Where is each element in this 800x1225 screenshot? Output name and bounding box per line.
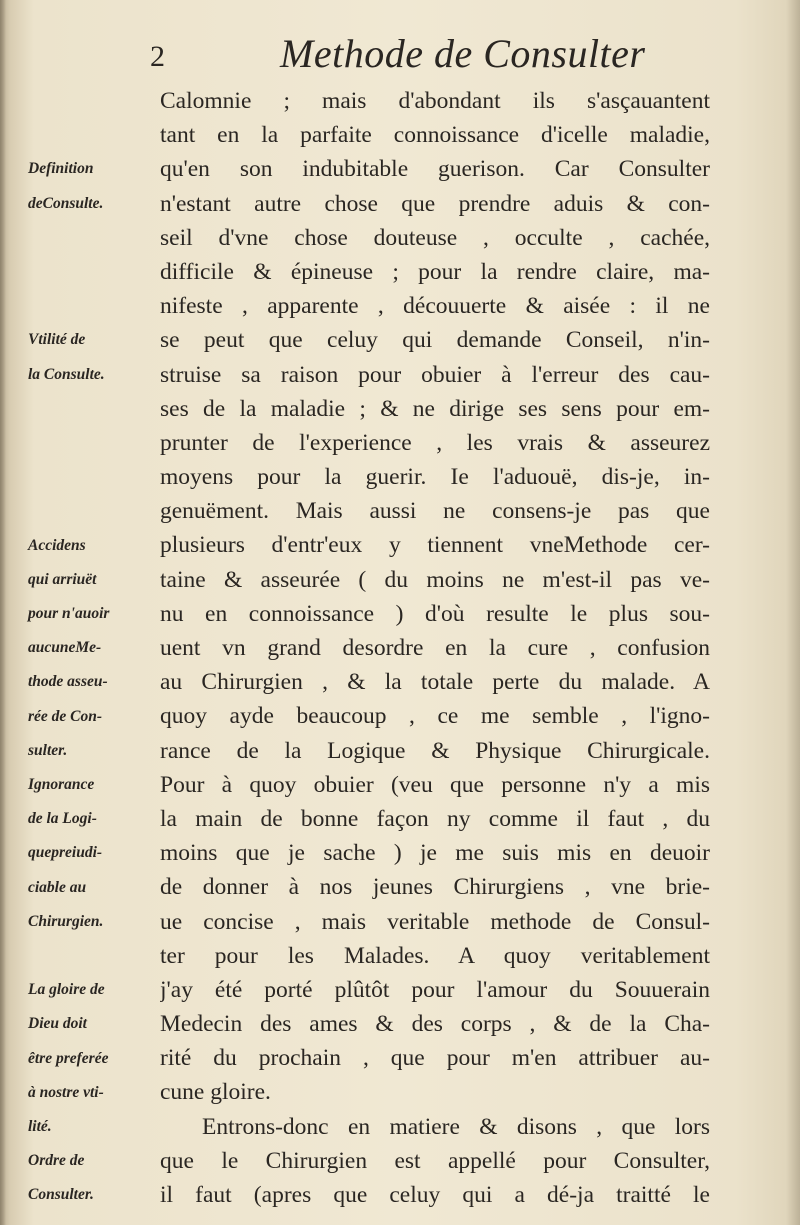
text-line: rance de la Logique & Physique Chirurgicale. bbox=[160, 737, 710, 764]
text-line: moins que je sache ) je me suis mis en deuoir bbox=[160, 840, 710, 867]
text-line: uent vn grand desordre en la cure , confusion bbox=[160, 635, 710, 661]
margin-note: La gloire de bbox=[28, 981, 105, 999]
margin-note: Accidens bbox=[28, 536, 86, 554]
text-line: quoy ayde beaucoup , ce me semble , l'igno- bbox=[160, 703, 710, 730]
text-line: Entrons-donc en matiere & disons , que lors bbox=[202, 1113, 710, 1140]
binding-gutter bbox=[0, 0, 6, 1225]
text-line: il faut (apres que celuy qui a dé-ja traitté le bbox=[160, 1182, 710, 1208]
text-line: de donner à nos jeunes Chirurgiens , vne brie- bbox=[160, 874, 710, 901]
text-line: Calomnie ; mais d'abondant ils s'asçauantent bbox=[160, 88, 710, 114]
text-line: cune gloire. bbox=[160, 1079, 271, 1106]
margin-note: quepreiudi- bbox=[28, 844, 103, 862]
text-line: j'ay été porté plûtôt pour l'amour du Souuerain bbox=[160, 976, 710, 1003]
margin-note: aucuneMe- bbox=[28, 639, 102, 657]
margin-note: à nostre vti- bbox=[28, 1083, 104, 1101]
text-line: qu'en son indubitable guerison. Car Consulter bbox=[160, 156, 710, 183]
margin-note: pour n'auoir bbox=[28, 605, 110, 622]
text-line: Pour à quoy obuier (veu que personne n'y a mis bbox=[160, 771, 710, 798]
text-line: struise sa raison pour obuier à l'erreur des cau- bbox=[160, 361, 710, 388]
text-line: plusieurs d'entr'eux y tiennent vneMethode cer- bbox=[160, 532, 710, 559]
text-line: que le Chirurgien est appellé pour Consulter, bbox=[160, 1147, 710, 1174]
text-line: se peut que celuy qui demande Conseil, n'in- bbox=[160, 327, 710, 354]
margin-note: Definition bbox=[28, 160, 94, 178]
margin-note: qui arriuët bbox=[28, 570, 97, 588]
page-header bbox=[150, 30, 770, 90]
margin-note: ciable au bbox=[28, 878, 87, 896]
margin-note: lité. bbox=[28, 1118, 52, 1135]
page-number: 2 bbox=[150, 40, 165, 73]
text-line: ue concise , mais veritable methode de Consul- bbox=[160, 908, 710, 935]
text-line: nifeste , apparente , découuerte & aisée : il ne bbox=[160, 293, 710, 320]
page-edge-shadow bbox=[786, 0, 800, 1225]
text-line: nu en connoissance ) d'où resulte le plus sou- bbox=[160, 600, 710, 627]
text-line: rité du prochain , que pour m'en attribuer au- bbox=[160, 1045, 710, 1072]
margin-note: Ordre de bbox=[28, 1152, 85, 1170]
text-line: au Chirurgien , & la totale perte du malade. A bbox=[160, 669, 710, 696]
text-line: n'estant autre chose que prendre aduis & con- bbox=[160, 190, 710, 217]
margin-note: deConsulte. bbox=[28, 194, 104, 212]
text-line: ter pour les Malades. A quoy veritablement bbox=[160, 942, 710, 969]
margin-note: sulter. bbox=[28, 741, 68, 759]
text-line: la main de bonne façon ny comme il faut , du bbox=[160, 805, 710, 832]
text-line: moyens pour la guerir. Ie l'aduouë, dis-je, in- bbox=[160, 464, 710, 491]
text-line: tant en la parfaite connoissance d'icelle maladie, bbox=[160, 122, 710, 149]
text-line: genuëment. Mais aussi ne consens-je pas que bbox=[160, 498, 710, 525]
body-text bbox=[160, 84, 710, 1212]
text-line: seil d'vne chose douteuse , occulte , cachée, bbox=[160, 224, 710, 251]
running-title: Methode de Consulter bbox=[280, 31, 646, 76]
margin-note: rée de Con- bbox=[28, 707, 103, 725]
text-line: ses de la maladie ; & ne dirige ses sens pour em- bbox=[160, 395, 710, 422]
text-line: Medecin des ames & des corps , & de la Cha- bbox=[160, 1011, 710, 1038]
margin-note: la Consulte. bbox=[28, 365, 105, 383]
margin-note: Consulter. bbox=[28, 1186, 94, 1204]
margin-note: Ignorance bbox=[28, 776, 95, 793]
text-line: taine & asseurée ( du moins ne m'est-il pas ve- bbox=[160, 566, 710, 593]
text-line: difficile & épineuse ; pour la rendre claire, ma- bbox=[160, 258, 710, 285]
text-line: prunter de l'experience , les vrais & asseurez bbox=[160, 429, 710, 456]
margin-note: Dieu doit bbox=[28, 1015, 87, 1033]
margin-note: être preferée bbox=[28, 1049, 109, 1067]
margin-note: thode asseu- bbox=[28, 673, 108, 691]
margin-note: Chirurgien. bbox=[28, 912, 104, 930]
margin-note: Vtilité de bbox=[28, 331, 86, 349]
margin-note: de la Logi- bbox=[28, 810, 97, 828]
